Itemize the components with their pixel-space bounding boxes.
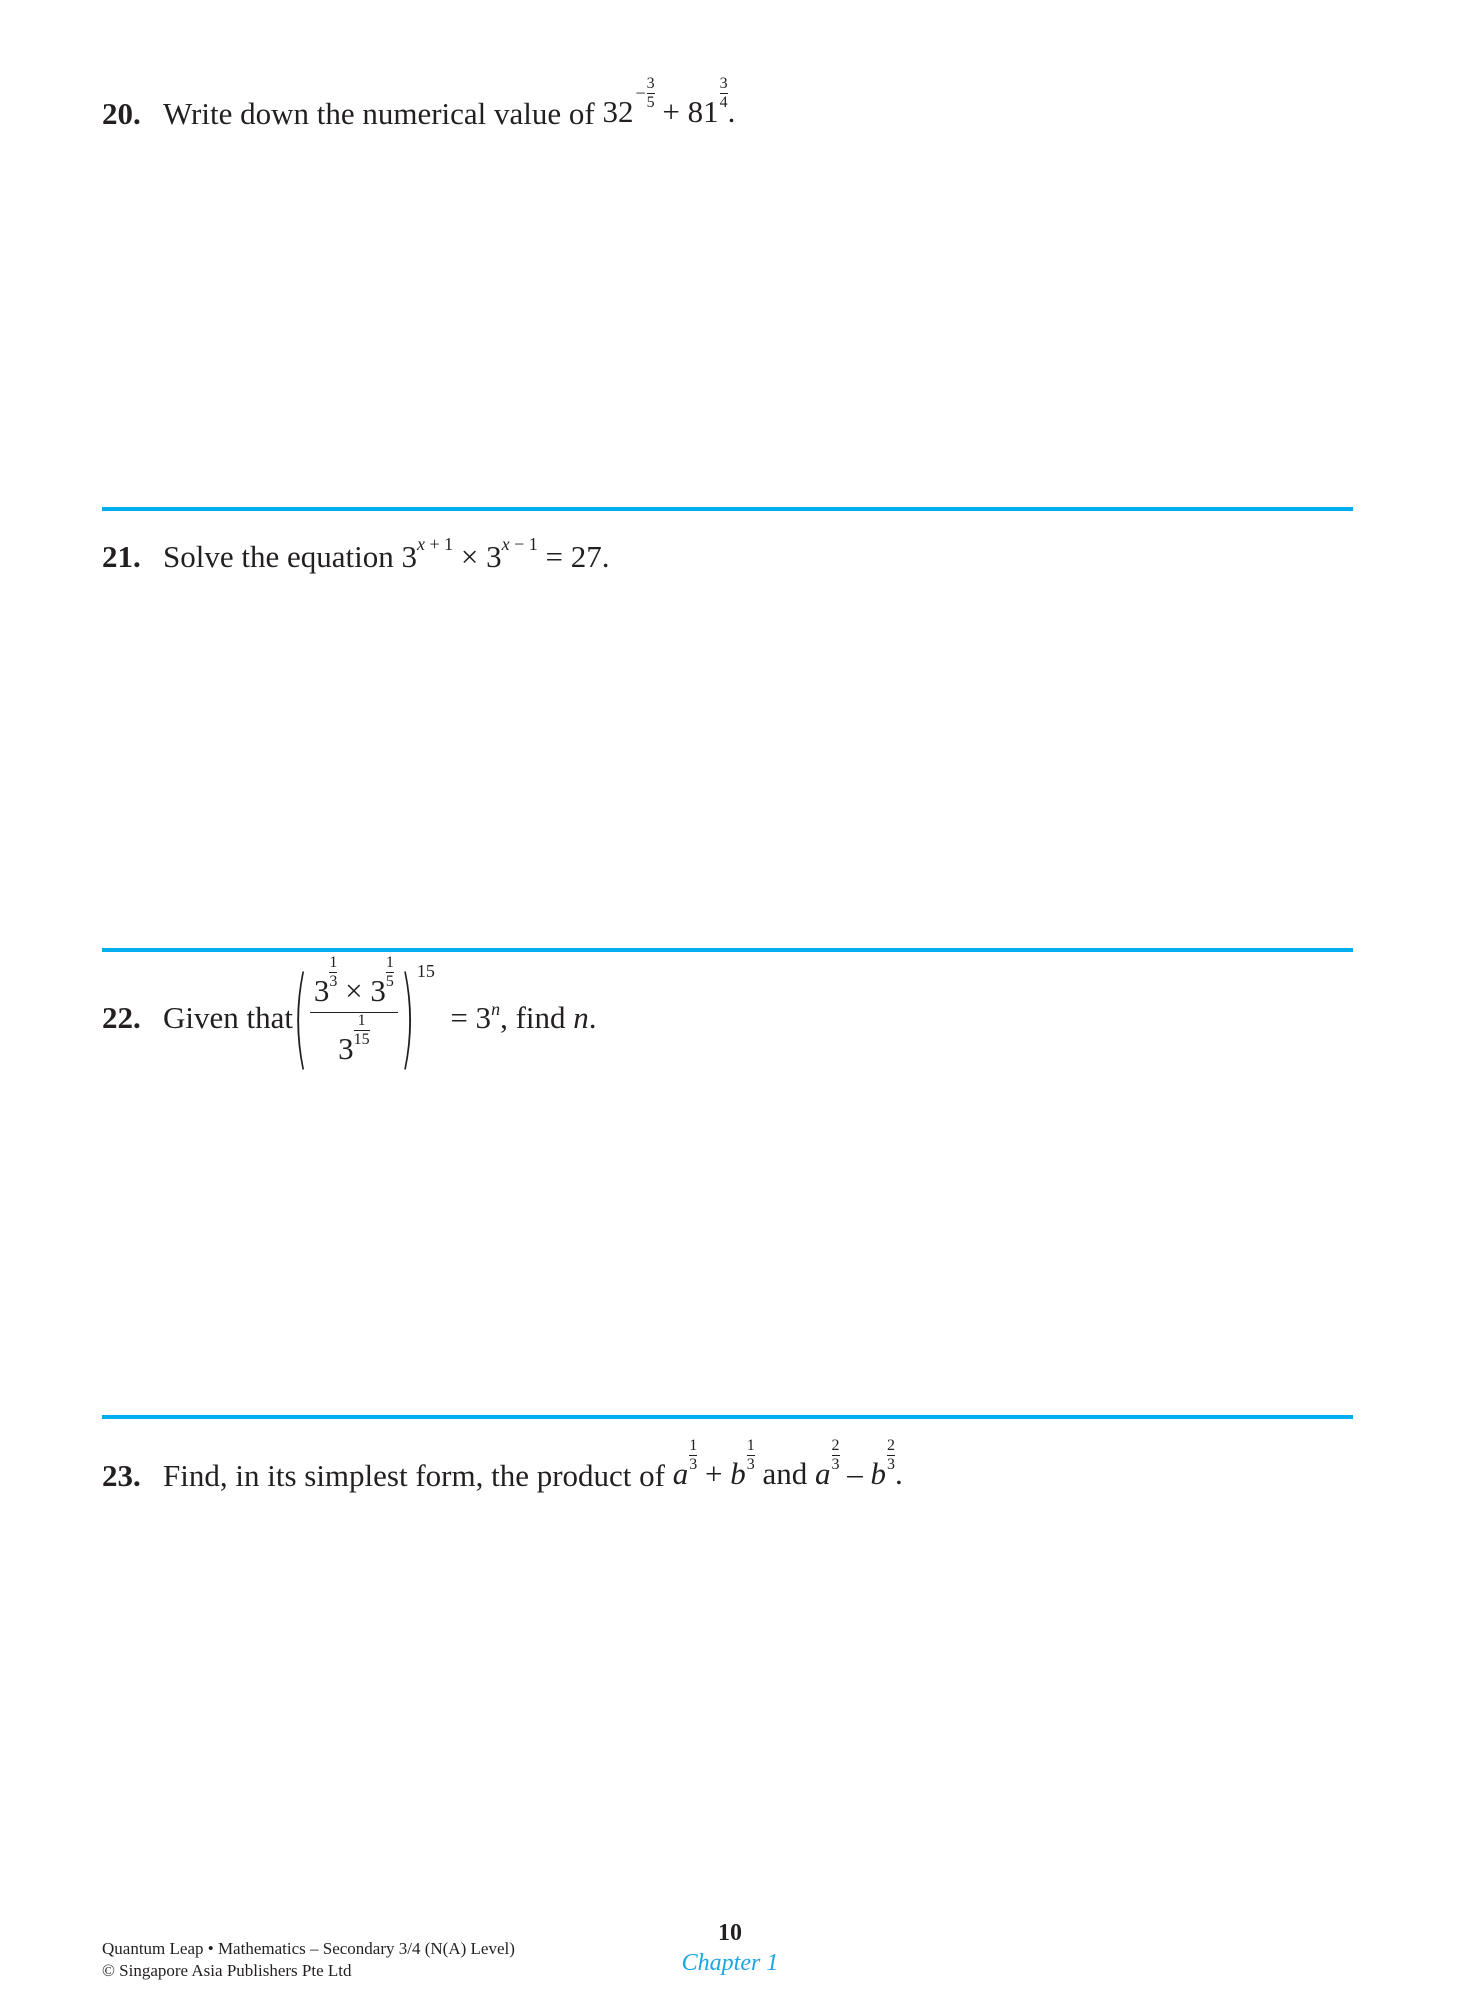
page-number: 10 bbox=[718, 1920, 742, 1946]
book-title: Quantum Leap • Mathematics – Secondary 3/4 (N(A) Level) bbox=[102, 1939, 515, 1958]
exponent-fraction: 3 4 bbox=[719, 75, 728, 111]
question-text: Solve the equation bbox=[163, 539, 394, 574]
question-21 bbox=[102, 534, 610, 574]
question-text: Given that bbox=[163, 999, 293, 1035]
math-expression: 32 − 3 5 + 81 3 4 . bbox=[602, 75, 736, 129]
question-text: Write down the numerical value of bbox=[163, 96, 595, 131]
denominator: 3 1 15 bbox=[338, 1011, 370, 1066]
question-20 bbox=[102, 75, 736, 131]
question-text: Find, in its simplest form, the product of bbox=[163, 1458, 665, 1493]
exponent-fraction: 3 5 bbox=[646, 75, 655, 111]
section-divider bbox=[102, 507, 1353, 511]
math-expression: ( 3 1 3 × 3 1 5 3 1 15 ) 15 = 3 n , find n . bbox=[292, 953, 597, 1081]
copyright: © Singapore Asia Publishers Pte Ltd bbox=[102, 1961, 352, 1980]
section-divider bbox=[102, 1415, 1353, 1419]
question-23 bbox=[102, 1437, 903, 1493]
question-number: 23. bbox=[102, 1458, 141, 1493]
question-number: 20. bbox=[102, 96, 141, 131]
question-number: 21. bbox=[102, 539, 141, 574]
fraction bbox=[310, 953, 398, 1066]
section-divider bbox=[102, 948, 1353, 952]
chapter-label: Chapter 1 bbox=[681, 1950, 779, 1976]
footer-credits bbox=[102, 1938, 515, 1982]
question-22 bbox=[102, 953, 597, 1081]
math-expression: a 1 3 + b 1 3 and a 2 3 – b 2 3 . bbox=[672, 1437, 903, 1491]
question-number: 22. bbox=[102, 999, 141, 1035]
math-expression: 3 x + 1 × 3 x − 1 = 27. bbox=[401, 534, 610, 574]
numerator: 3 1 3 × 3 1 5 bbox=[313, 953, 394, 1008]
